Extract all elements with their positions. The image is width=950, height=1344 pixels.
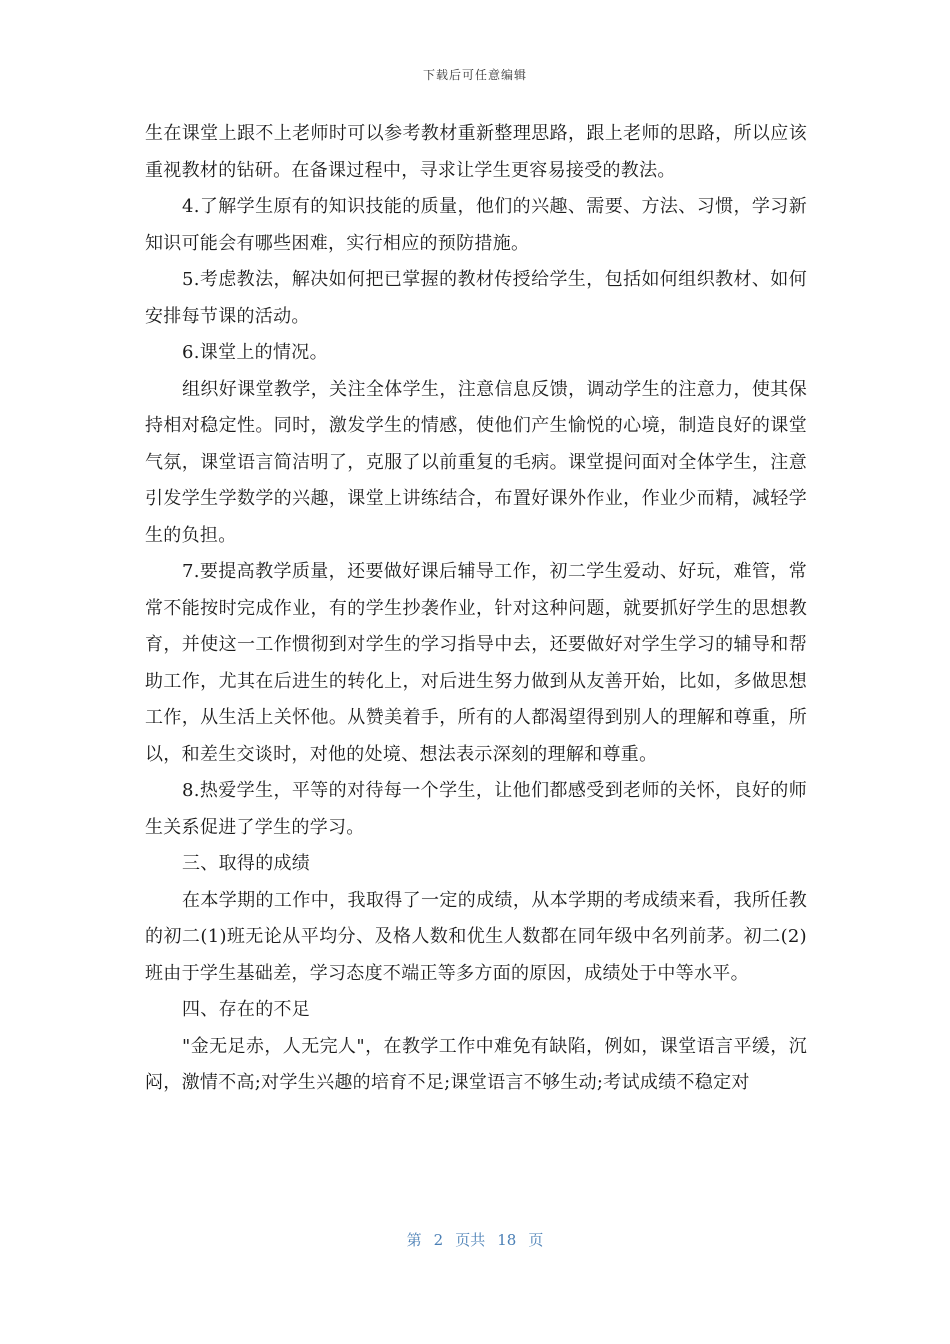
paragraph-7: 8.热爱学生，平等的对待每一个学生，让他们都感受到老师的关怀，良好的师生关系促进了学生的学习。 [145, 780, 807, 838]
paragraph-4: 6.课堂上的情况。 [182, 342, 328, 363]
footer-prefix: 第 [406, 1231, 422, 1249]
footer-total-pages: 18 [497, 1231, 517, 1249]
footer-page-number: 2 [433, 1231, 444, 1249]
document-body [145, 116, 807, 1102]
page-footer [0, 1229, 950, 1250]
paragraph-3: 5.考虑教法，解决如何把已掌握的教材传授给学生，包括如何组织教材、如何安排每节课的活动。 [145, 269, 807, 327]
paragraph-8: 在本学期的工作中，我取得了一定的成绩，从本学期的考成绩来看，我所任教的初二(1)班无论从平均分、及格人数和优生人数都在同年级中名列前茅。初二(2)班由于学生基础差，学习态度不端正等多方面的原因，成绩处于中等水平。 [145, 889, 807, 984]
paragraph-2: 4.了解学生原有的知识技能的质量，他们的兴趣、需要、方法、习惯，学习新知识可能会有哪些困难，实行相应的预防措施。 [145, 196, 807, 254]
paragraph-5: 组织好课堂教学，关注全体学生，注意信息反馈，调动学生的注意力，使其保持相对稳定性。同时，激发学生的情感，使他们产生愉悦的心境，制造良好的课堂气氛，课堂语言简洁明了，克服了以前重复的毛病。课堂提问面对全体学生，注意引发学生学数学的兴趣，课堂上讲练结合，布置好课外作业，作业少而精，减轻学生的负担。 [145, 378, 807, 546]
paragraph-6: 7.要提高教学质量，还要做好课后辅导工作，初二学生爱动、好玩，难管，常常不能按时完成作业，有的学生抄袭作业，针对这种问题，就要抓好学生的思想教育，并使这一工作惯彻到对学生的学习指导中去，还要做好对学生学习的辅导和帮助工作，尤其在后进生的转化上，对后进生努力做到从友善开始，比如，多做思想工作，从生活上关怀他。从赞美着手，所有的人都渴望得到别人的理解和尊重，所以，和差生交谈时，对他的处境、想法表示深刻的理解和尊重。 [145, 561, 807, 765]
paragraph-9: "金无足赤，人无完人"，在教学工作中难免有缺陷，例如，课堂语言平缓，沉闷，激情不高;对学生兴趣的培育不足;课堂语言不够生动;考试成绩不稳定对 [145, 1035, 807, 1093]
footer-middle: 页共 [455, 1231, 486, 1249]
paragraph-1: 生在课堂上跟不上老师时可以参考教材重新整理思路，跟上老师的思路，所以应该重视教材的钻研。在备课过程中，寻求让学生更容易接受的教法。 [145, 123, 807, 181]
page-header: 下载后可任意编辑 [422, 68, 527, 82]
footer-suffix: 页 [528, 1231, 544, 1249]
section-heading-3: 三、取得的成绩 [182, 853, 311, 874]
section-heading-4: 四、存在的不足 [182, 999, 311, 1020]
